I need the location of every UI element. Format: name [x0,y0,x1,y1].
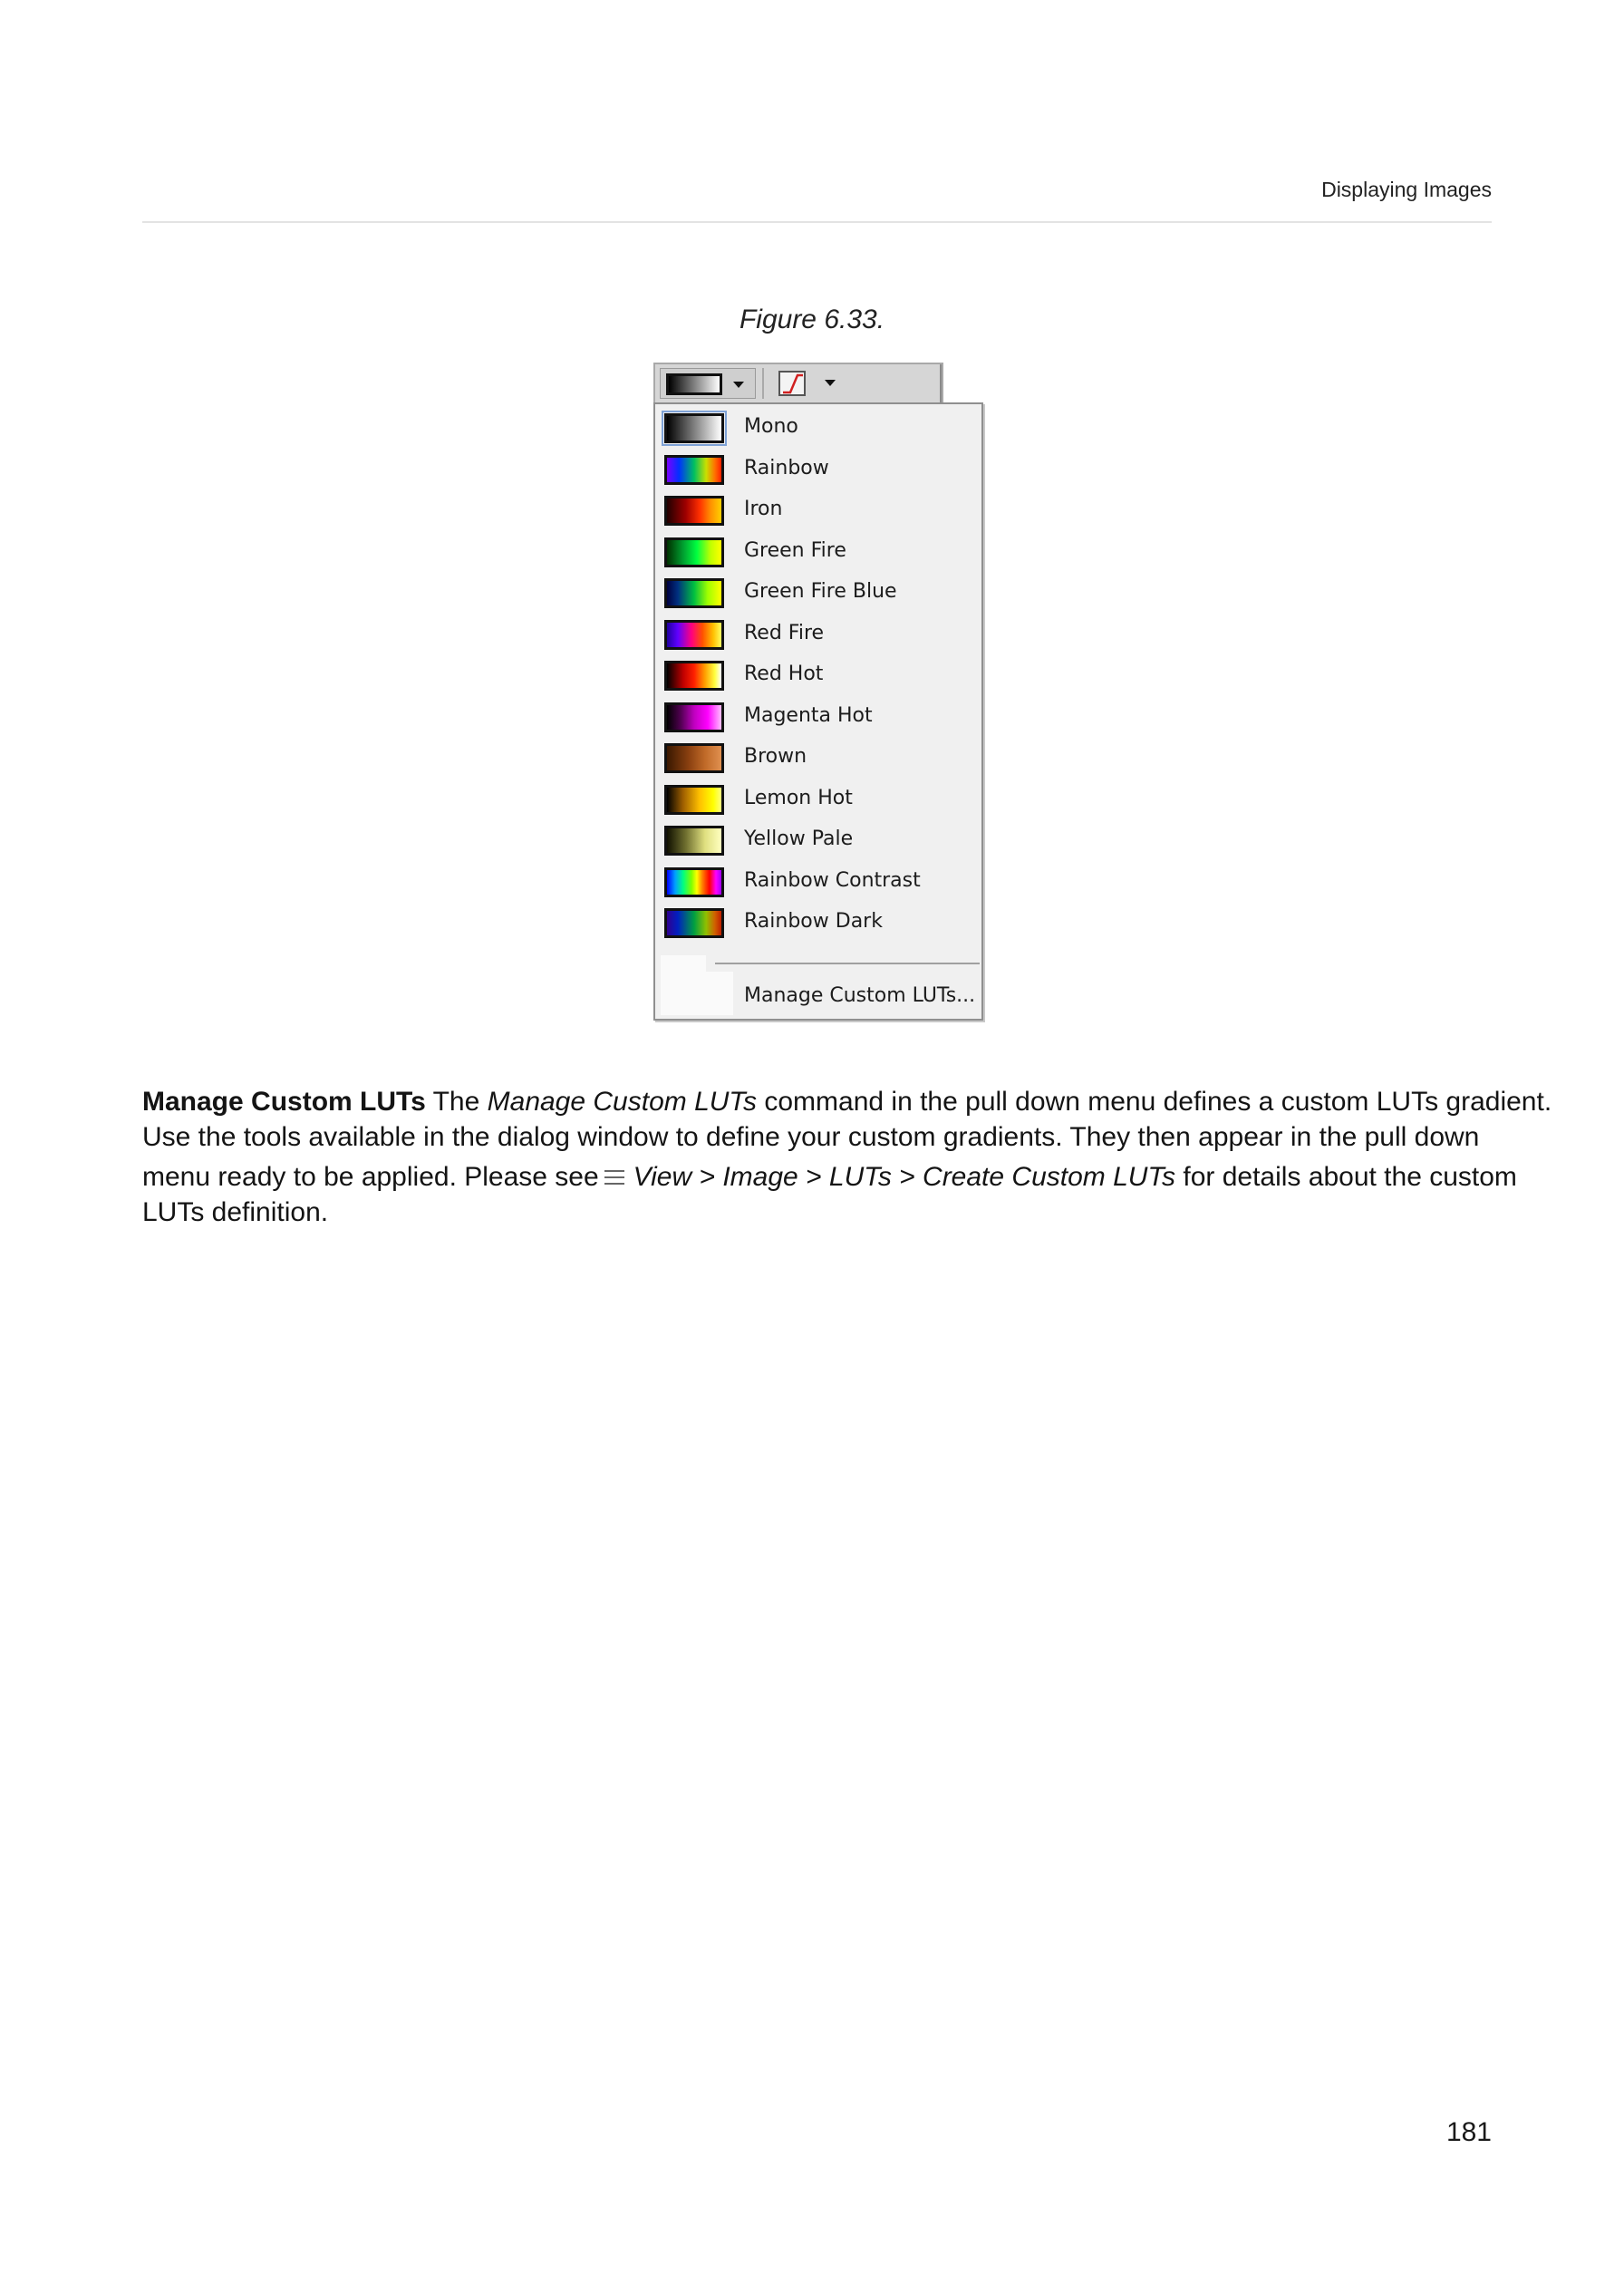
chevron-down-icon [733,382,744,388]
lut-dropdown-menu [653,402,983,1021]
lut-gradient-swatch-icon [664,785,724,815]
lut-gradient-swatch-icon [664,496,724,526]
menu-item-red-hot[interactable] [655,653,981,695]
menu-item-manage-custom-luts[interactable] [655,970,981,1011]
menu-item-label: Magenta Hot [744,703,873,727]
body-text: LUTs definition. [142,1197,329,1227]
chevron-down-icon[interactable] [825,380,836,386]
menu-path-link[interactable]: View > Image > LUTs > Create Custom LUTs [633,1162,1176,1192]
lut-gradient-swatch-icon [664,413,724,443]
menu-item-label: Brown [744,745,807,768]
menu-item-yellow-pale[interactable] [655,818,981,860]
menu-item-label: Red Hot [744,663,824,685]
body-text: command in the pull down menu defines a custom LUTs gradient. [757,1087,1552,1117]
menu-item-green-fire[interactable] [655,530,981,572]
curve-icon [778,370,808,397]
menu-item-label: Iron [744,498,783,520]
figure-caption: Figure 6.33. [739,305,885,334]
menu-item-label: Yellow Pale [744,828,854,850]
command-reference: Manage Custom LUTs [487,1087,758,1117]
body-paragraph [142,1084,1552,1230]
paragraph-line [142,1084,1552,1119]
lut-dropdown-button[interactable] [660,368,756,399]
menu-item-label: Lemon Hot [744,786,853,809]
paragraph-line [142,1119,1492,1155]
lut-gradient-swatch-icon [664,578,724,608]
menu-item-mono[interactable] [655,406,981,448]
toolbar-edge [940,364,942,404]
menu-item-lemon-hot[interactable] [655,778,981,819]
page-number: 181 [1445,2117,1492,2147]
menu-item-label: Rainbow Dark [744,910,883,933]
paragraph-line [142,1159,1517,1195]
lut-gradient-swatch-icon [664,826,724,856]
menu-item-rainbow-dark[interactable] [655,901,981,943]
menu-item-iron[interactable] [655,489,981,530]
menu-item-label: Rainbow [744,456,829,479]
lut-gradient-swatch-icon [664,455,724,485]
paragraph-line [142,1195,1492,1230]
menu-separator [715,963,980,964]
gradient-swatch-icon [666,373,722,395]
body-text: menu ready to be applied. Please see [142,1162,599,1192]
lut-gradient-swatch-icon [664,867,724,897]
lut-gradient-swatch-icon [664,908,724,938]
menu-item-rainbow-contrast[interactable] [655,860,981,902]
menu-lines-icon [604,1168,624,1186]
body-text: The [425,1087,488,1117]
menu-item-green-fire-blue[interactable] [655,571,981,613]
toolbar-separator [762,368,764,399]
lut-gradient-swatch-icon [664,661,724,691]
body-text: Use the tools available in the dialog window to define your custom gradients. They then appear in the pull down [142,1122,1480,1152]
header-section-title: Displaying Images [1321,178,1492,201]
body-text: for details about the custom [1175,1162,1517,1192]
menu-item-rainbow[interactable] [655,448,981,489]
lut-toolbar [653,363,943,402]
menu-item-label: Mono [744,415,798,438]
menu-item-red-fire[interactable] [655,613,981,654]
menu-item-label: Manage Custom LUTs... [744,984,976,1007]
menu-item-label: Red Fire [744,621,825,644]
menu-item-label: Green Fire [744,538,846,562]
lut-gradient-swatch-icon [664,702,724,732]
lut-gradient-swatch-icon [664,537,724,567]
term-heading: Manage Custom LUTs [142,1087,426,1117]
lut-gradient-swatch-icon [664,743,724,773]
lut-gradient-swatch-icon [664,620,724,650]
header-divider [142,221,1492,223]
menu-item-label: Green Fire Blue [744,580,897,603]
curve-dropdown-button[interactable] [778,370,808,397]
menu-item-label: Rainbow Contrast [744,868,921,892]
menu-item-magenta-hot[interactable] [655,695,981,737]
menu-item-brown[interactable] [655,736,981,778]
